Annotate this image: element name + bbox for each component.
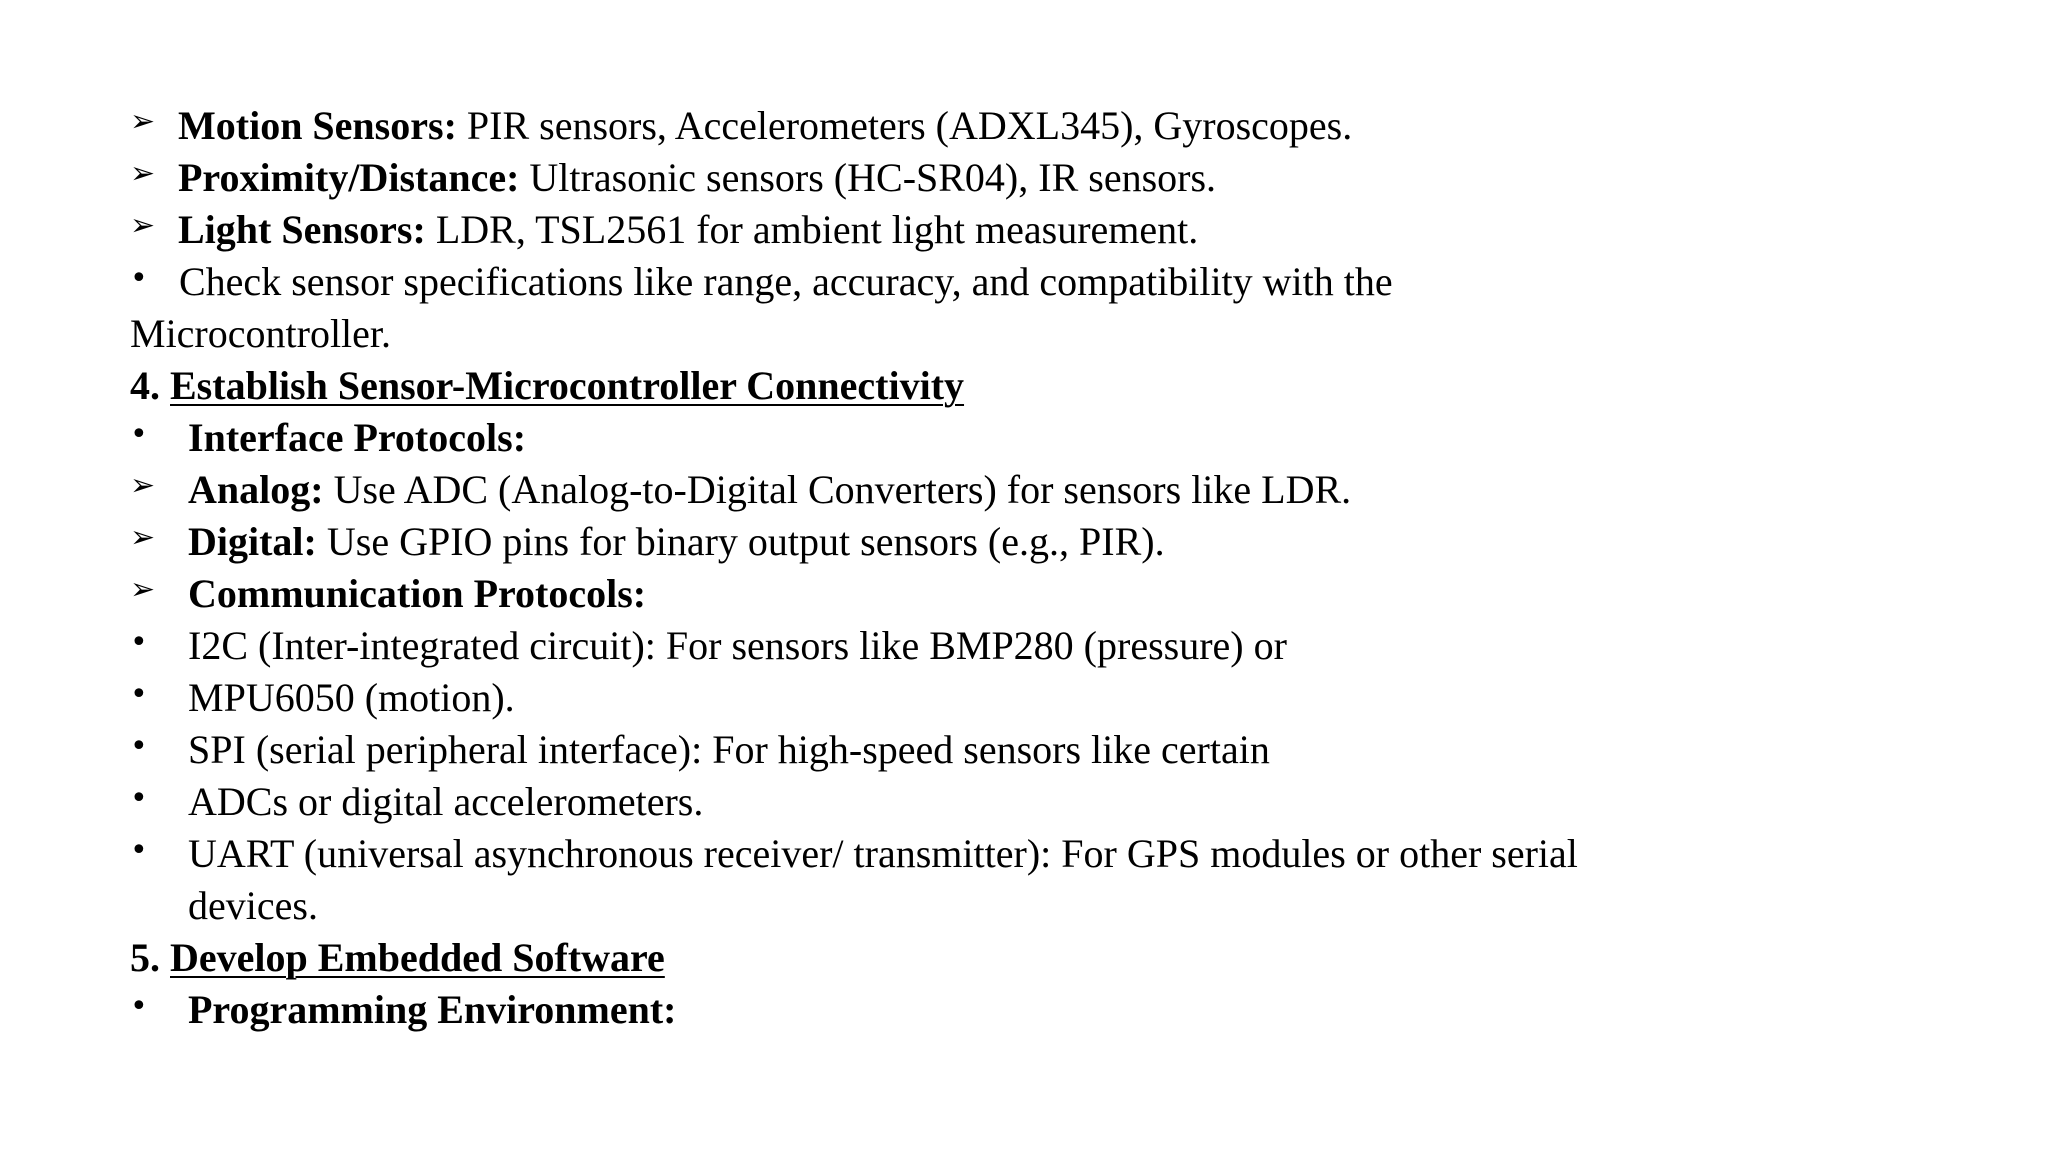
arrow-bullet-icon: ➢: [130, 572, 156, 607]
arrow-bullet-icon: ➢: [130, 104, 156, 139]
bullet-dot-icon: •: [130, 625, 148, 660]
item-label: Interface Protocols:: [188, 415, 527, 460]
item-text: I2C (Inter-integrated circuit): For sensors like BMP280 (pressure) or: [188, 623, 1287, 668]
section-heading-5: [130, 932, 665, 984]
heading-number: 4.: [130, 363, 170, 408]
item-label: Analog:: [188, 467, 324, 512]
item-label: Motion Sensors:: [178, 103, 457, 148]
arrow-bullet-icon: ➢: [130, 156, 156, 191]
item-text: UART (universal asynchronous receiver/ transmitter): For GPS modules or other serial: [188, 831, 1578, 876]
item-text: Check sensor specifications like range, accuracy, and compatibility with the: [179, 259, 1393, 304]
section-heading-4: [130, 360, 964, 412]
bullet-dot-icon: •: [130, 833, 148, 868]
item-text: PIR sensors, Accelerometers (ADXL345), Gyroscopes.: [456, 103, 1353, 148]
heading-title: Establish Sensor-Microcontroller Connectivity: [170, 363, 965, 408]
item-label: Light Sensors:: [178, 207, 426, 252]
item-label: Programming Environment:: [188, 987, 677, 1032]
item-text: ADCs or digital accelerometers.: [188, 779, 704, 824]
item-text: MPU6050 (motion).: [188, 675, 515, 720]
item-text: Microcontroller.: [130, 311, 392, 356]
item-label: Digital:: [188, 519, 317, 564]
arrow-bullet-icon: ➢: [130, 520, 156, 555]
bullet-dot-icon: •: [130, 781, 148, 816]
item-text: SPI (serial peripheral interface): For high-speed sensors like certain: [188, 727, 1270, 772]
item-label: Proximity/Distance:: [178, 155, 520, 200]
item-label: Communication Protocols:: [188, 571, 647, 616]
bullet-dot-icon: •: [130, 729, 148, 764]
bullet-dot-icon: •: [130, 261, 148, 296]
item-text: Ultrasonic sensors (HC-SR04), IR sensors.: [519, 155, 1217, 200]
item-text: Use ADC (Analog-to-Digital Converters) for sensors like LDR.: [323, 467, 1352, 512]
heading-title: Develop Embedded Software: [170, 935, 665, 980]
item-text: LDR, TSL2561 for ambient light measurement.: [425, 207, 1199, 252]
heading-number: 5.: [130, 935, 170, 980]
wrapped-text: [130, 308, 391, 360]
item-text: Use GPIO pins for binary output sensors (e.g., PIR).: [316, 519, 1165, 564]
arrow-bullet-icon: ➢: [130, 208, 156, 243]
bullet-dot-icon: •: [130, 989, 148, 1024]
bullet-dot-icon: •: [130, 417, 148, 452]
arrow-bullet-icon: ➢: [130, 468, 156, 503]
item-text: devices.: [188, 883, 318, 928]
bullet-dot-icon: •: [130, 677, 148, 712]
